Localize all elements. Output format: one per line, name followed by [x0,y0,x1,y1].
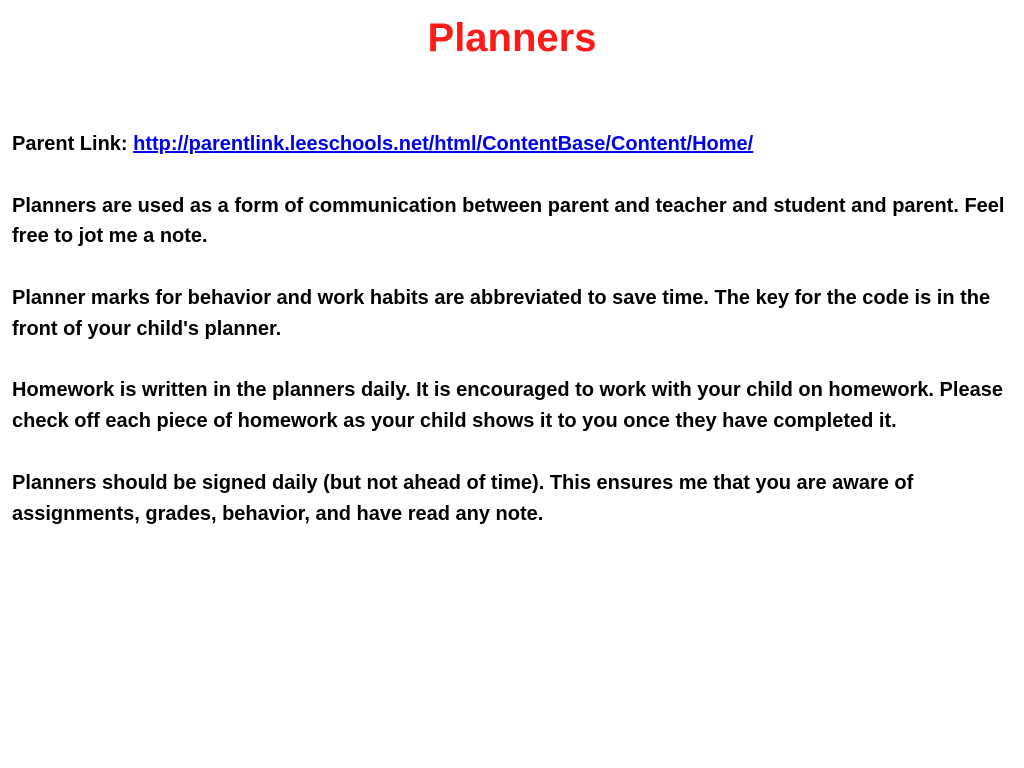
parent-link-label: Parent Link: [12,133,134,155]
paragraph-homework: Homework is written in the planners daily. It is encouraged to work with your child on homework. Please check off each piece of homework as your child shows it to you once they have completed it. [12,379,1003,433]
parent-link-line [12,129,1012,160]
slide-title: Planners [427,16,597,60]
slide-body [12,129,1012,560]
paragraph-planner-marks: Planner marks for behavior and work habits are abbreviated to save time. The key for the code is in the front of your child's planner. [12,286,991,340]
paragraph-signing: Planners should be signed daily (but not ahead of time). This ensures me that you are aware of assignments, grades, behavior, and have read any note. [12,471,914,525]
parent-link-url[interactable]: http://parentlink.leeschools.net/html/ContentBase/Content/Home/ [133,133,754,155]
paragraph-communication: Planners are used as a form of communication between parent and teacher and student and parent. Feel free to jot me a note. [12,194,1005,248]
